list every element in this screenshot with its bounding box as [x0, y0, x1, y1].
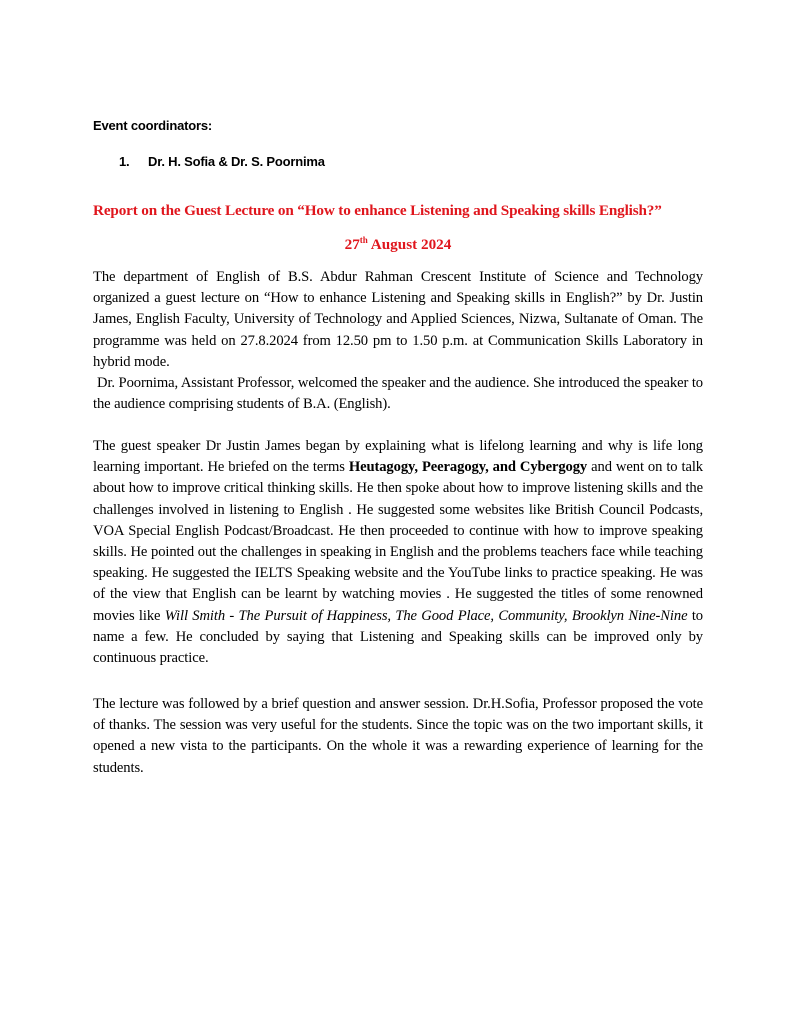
summary-text-1: The guest speaker Dr Justin James began by explaining what is lifelong learning and why is life long learning important. He briefed on the terms	[93, 438, 703, 476]
date-month-year: August 2024	[367, 236, 452, 253]
paragraph-introduction: The department of English of B.S. Abdur Rahman Crescent Institute of Science and Technology organized a guest lecture on “How to enhance Listening and Speaking skills in English?” by Dr. Justin James, English Faculty, University of Technology and Applied Sciences, Nizwa, Sultanate of Oman. The programme was held on 27.8.2024 from 12.50 pm to 1.50 p.m. at Communication Skills Laboratory in hybrid mode.	[93, 269, 703, 370]
paragraph-conclusion: The lecture was followed by a brief question and answer session. Dr.H.Sofia, Professor proposed the vote of thanks. The session was very useful for the students. Since the topic was on the two important skills, it opened a new vista to the participants. On the whole it was a rewarding experience of learning for the students.	[93, 696, 703, 776]
welcome-text: Dr. Poornima, Assistant Professor, welcomed the speaker and the audience. She introduced the speaker to the audience comprising students of B.A. (English).	[93, 375, 703, 413]
paragraph-lecture-summary	[93, 436, 703, 669]
summary-text-2: and went on to talk about how to improve critical thinking skills. He then spoke about how to improve listening skills and the challenges involved in listening to English . He suggested some websites like British Council Podcasts, VOA Special English Podcast/Broadcast. He then proceeded to continue with how to improve speaking skills. He pointed out the challenges in speaking in English and the problems teachers face while teaching speaking. He suggested the IELTS Speaking website and the YouTube links to practice speaking. He was of the view that English can be learnt by watching movies . He suggested the titles of some renowned movies like	[93, 459, 703, 624]
report-title: Report on the Guest Lecture on “How to enhance Listening and Speaking skills English?”	[93, 202, 662, 219]
date-day: 27	[344, 236, 360, 253]
paragraph-welcome	[93, 373, 703, 415]
bold-terms: Heutagogy, Peeragogy, and Cybergogy	[348, 459, 588, 476]
report-date	[0, 236, 791, 254]
summary-text-3: to name a few. He concluded by saying that Listening and Speaking skills can be improved only by continuous practice.	[93, 607, 703, 667]
coordinator-names: Dr. H. Sofia & Dr. S. Poornima	[148, 154, 325, 169]
list-number: 1.	[119, 154, 130, 169]
italic-movie-titles: Will Smith - The Pursuit of Happiness, The Good Place, Community, Brooklyn Nine-Nine	[164, 607, 688, 624]
date-suffix: th	[359, 235, 368, 245]
event-coordinators-heading: Event coordinators:	[93, 118, 212, 133]
coordinator-list-item	[119, 154, 325, 169]
